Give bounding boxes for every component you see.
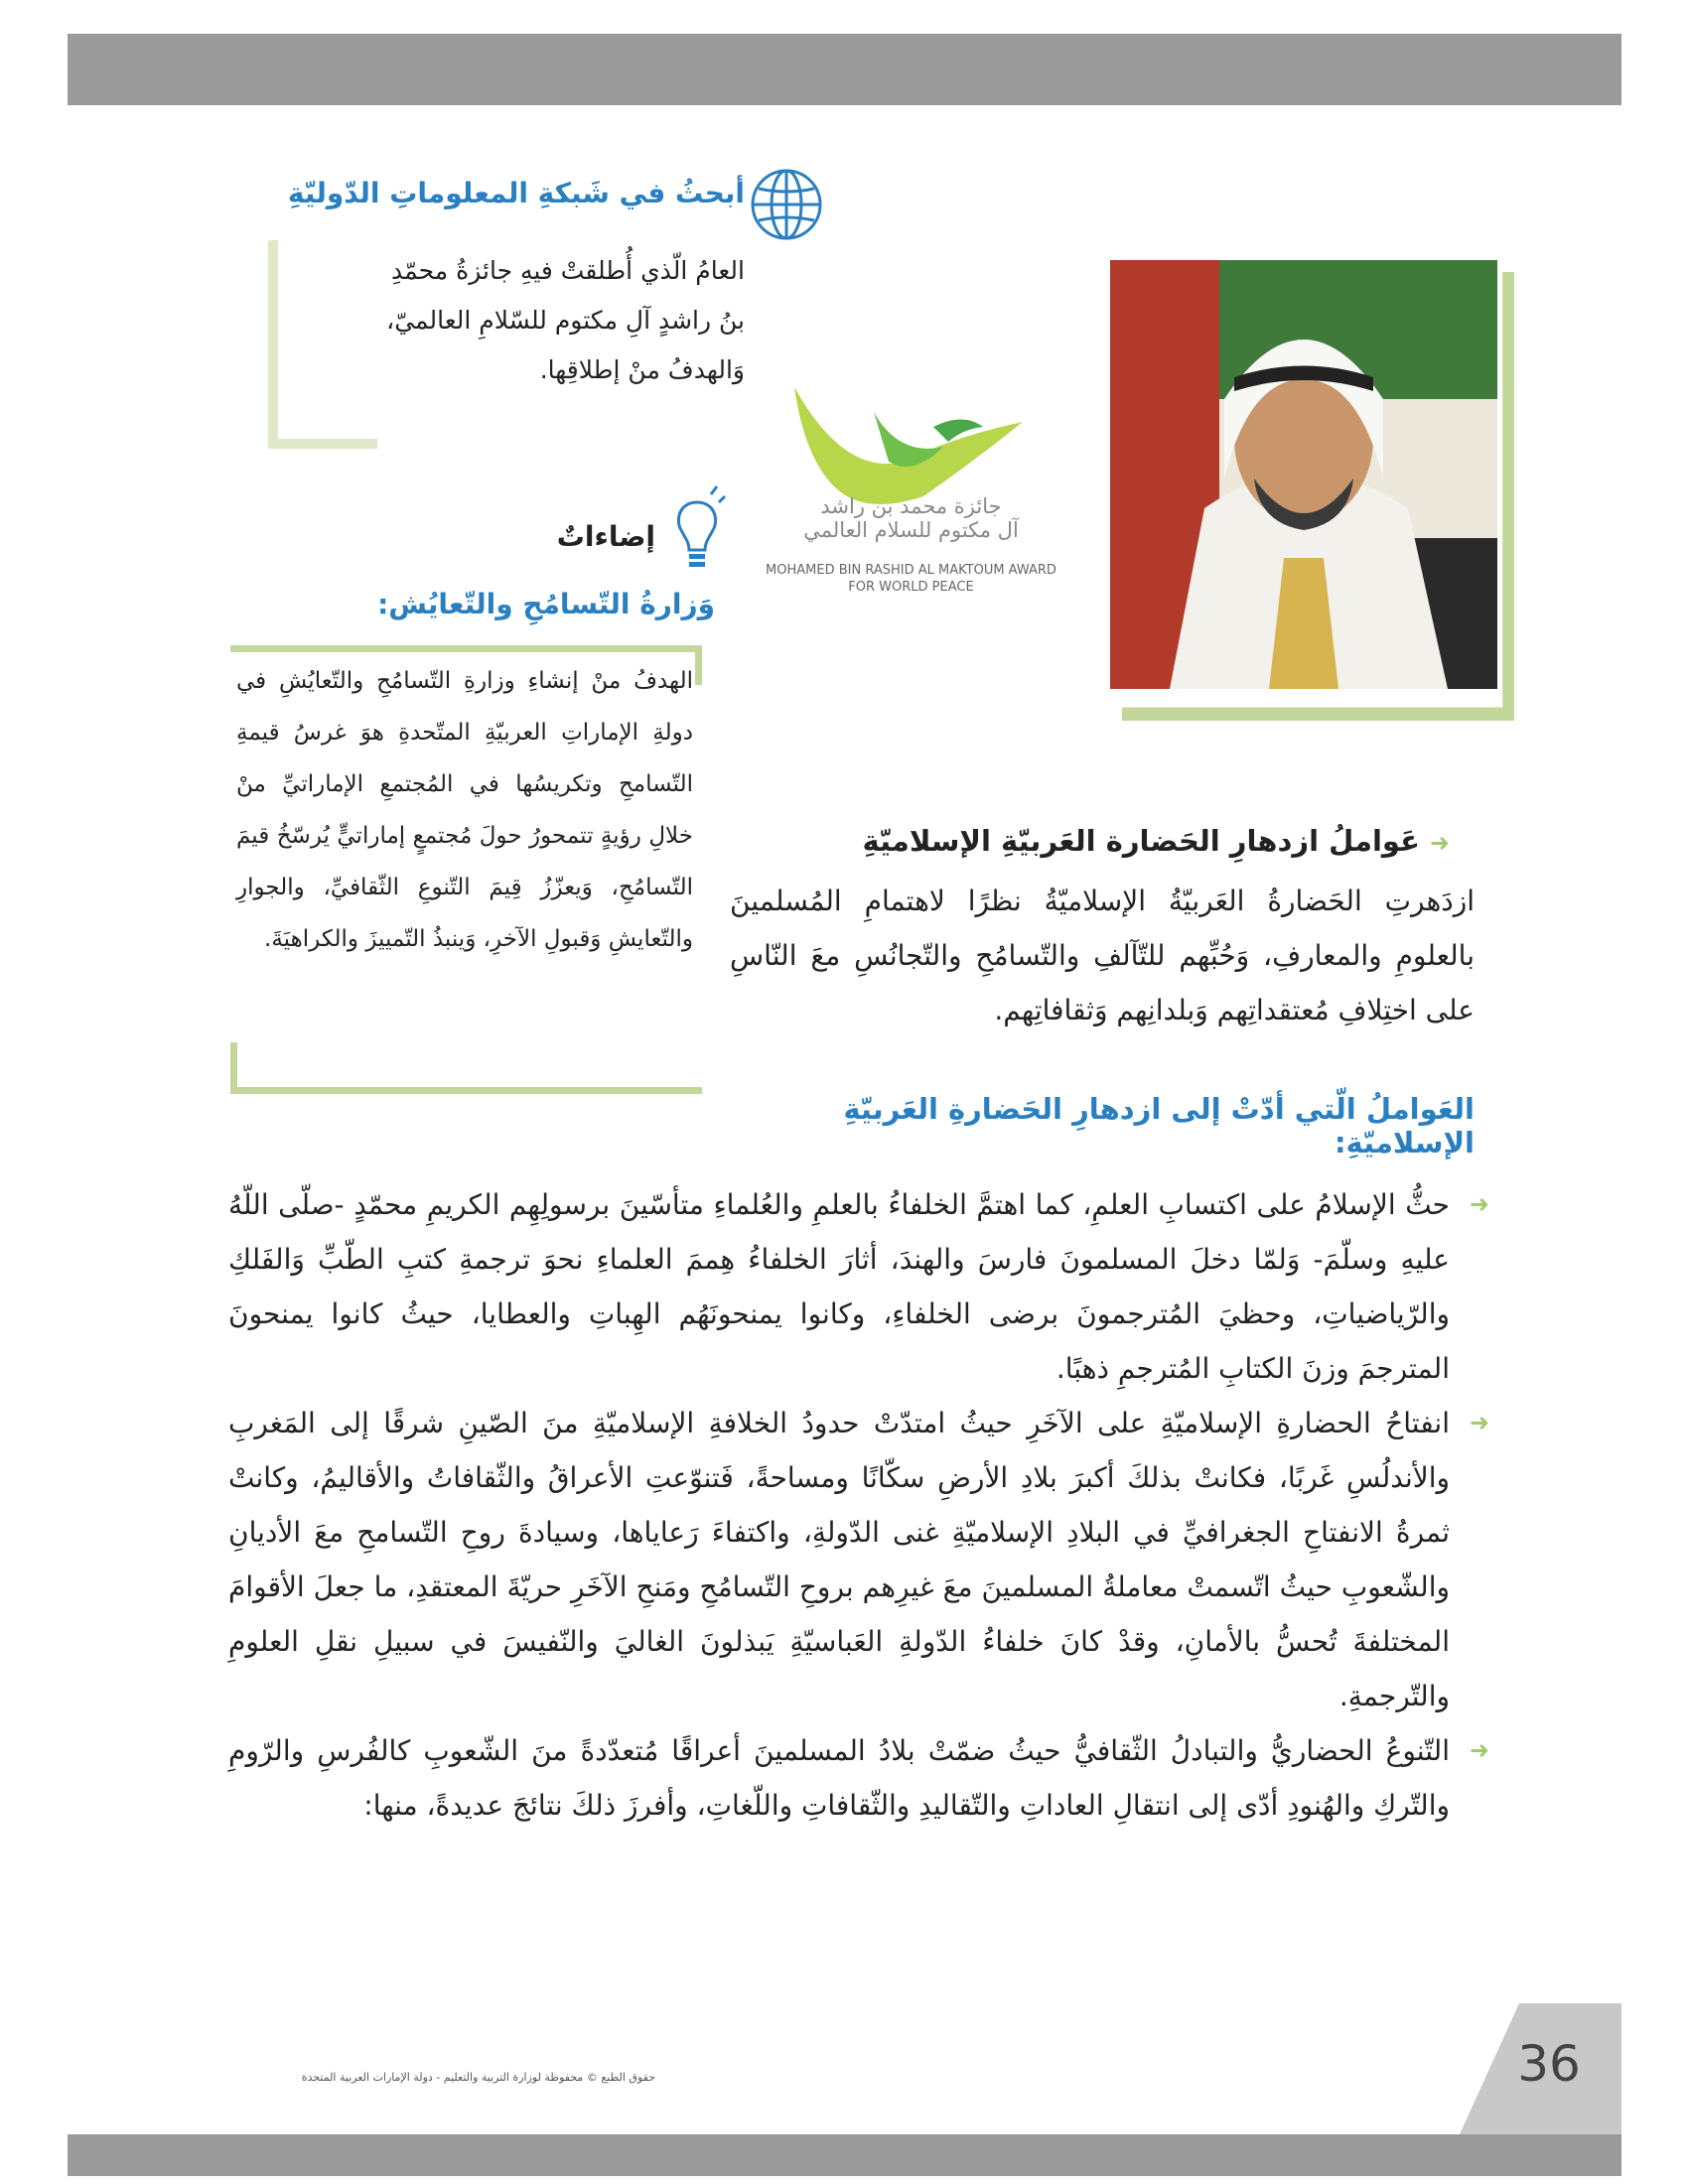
copyright-notice: حقوق الطبع © محفوظة لوزارة التربية والتعليم - دولة الإمارات العربية المتحدة xyxy=(301,2071,655,2084)
ministry-text: الهدفُ منْ إنشاءِ وزارةِ التّسامُحِ والتّعايُشِ في دولةِ الإماراتِ العربيّةِ المتّحدةِ هوَ غرسُ قيمةِ التّسامحِ وتكريسُها في المُجتمعِ الإماراتيِّ منْ خلالِ رؤيةٍ تتمحورُ حولَ مُجتمعٍ إماراتيٍّ يُرسّخُ قيمَ التّسامُحِ، وَيعزّزُ قِيمَ التّنوعِ الثّقافيِّ، والجوارِ والتّعايشِ وَقبولِ الآخرِ، وَينبذُ التّمييزَ والكراهيَةَ. xyxy=(236,668,693,952)
award-english-name xyxy=(735,562,1087,596)
section-heading xyxy=(755,824,1450,858)
list-item xyxy=(228,1396,1489,1723)
highlights-title: إضاءاتٌ xyxy=(556,520,655,553)
research-text xyxy=(298,246,745,395)
ministry-title: وَزارةُ التّسامُحِ والتّعايُش: xyxy=(377,588,715,620)
arrow-icon: ➜ xyxy=(1469,1409,1489,1436)
award-english-line: FOR WORLD PEACE xyxy=(848,580,974,595)
portrait-photo xyxy=(1110,260,1497,689)
award-arabic-line: جائزة محمد بن راشد xyxy=(820,494,1002,518)
causes-heading: العَواملُ الّتي أدّتْ إلى ازدهارِ الحَضارةِ العَربيّةِ الإسلاميّةِ: xyxy=(843,1092,1475,1160)
bottom-bar xyxy=(68,2134,1621,2176)
top-bar xyxy=(68,34,1621,105)
arrow-icon: ➜ xyxy=(1429,829,1450,857)
research-line: بنُ راشدٍ آلِ مكتوم للسّلامِ العالميّ، xyxy=(386,306,745,335)
list-item xyxy=(228,1177,1489,1396)
award-arabic-line: آل مكتوم للسلام العالمي xyxy=(803,518,1019,542)
section-heading-text: عَواملُ ازدهارِ الحَضارة العَربيّةِ الإسلاميّةِ xyxy=(862,824,1420,858)
list-item-text: انفتاحُ الحضارةِ الإسلاميّةِ على الآخَرِ حيثُ امتدّتْ حدودُ الخلافةِ الإسلاميّةِ منَ الصّينِ شرقًا إلى المَغربِ والأندلُسِ غَربًا، فكانتْ بذلكَ أكبرَ بلادِ الأرضِ سكّانًا ومساحةً، فَتنوّعتِ الأعراقُ والثّقافاتُ والأقاليمُ، وكانتْ ثمرةُ الانفتاحِ الجغرافيِّ في البلادِ الإسلاميّةِ غنى الدّولةِ، واكتفاءَ رَعاياها، وسيادةَ روحِ التّسامحِ معَ الأديانِ والشّعوبِ حيثُ اتّسمتْ معاملةُ المسلمينَ معَ غيرِهم بروحِ التّسامُحِ ومَنحِ الآخَرِ حريّةَ المعتقدِ، ما جعلَ الأقوامَ المختلفةَ تُحسُّ بالأمانِ، وقدْ كانَ خلفاءُ الدّولةِ العَباسيّةِ يَبذلونَ الغاليَ والنّفيسَ في سبيلِ نقلِ العلومِ والتّرجمةِ. xyxy=(228,1407,1450,1712)
list-item-text: حثُّ الإسلامُ على اكتسابِ العلمِ، كما اهتمَّ الخلفاءُ بالعلمِ والعُلماءِ متأسّينَ برسولِهِم الكريمِ محمّدٍ -صلّى اللّهُ عليهِ وسلّمَ- وَلمّا دخلَ المسلمونَ فارسَ والهندَ، أثارَ الخلفاءُ هِممَ العلماءِ نحوَ ترجمةِ كتبِ الطّبِّ وَالفَلكِ والرّياضياتِ، وحظيَ المُترجمونَ برضى الخلفاءِ، وكانوا يمنحونَهُم الهِباتِ والعطايا، حيثُ كانوا يمنحونَ المترجمَ وزنَ الكتابِ المُترجمِ ذهبًا. xyxy=(228,1188,1450,1385)
arrow-icon: ➜ xyxy=(1469,1190,1489,1218)
list-item-text: التّنوعُ الحضاريُّ والتبادلُ الثّقافيُّ حيثُ ضمّتْ بلادُ المسلمينَ أعراقًا مُتعدّدةً منَ الشّعوبِ كالفُرسِ والرّومِ والتّركِ والهُنودِ أدّى إلى انتقالِ العاداتِ والتّقاليدِ والثّقافاتِ واللّغاتِ، وأفرزَ ذلكَ نتائجَ عديدةً، منها: xyxy=(228,1734,1450,1822)
page-number: 36 xyxy=(1517,2035,1581,2093)
globe-icon xyxy=(747,165,826,244)
research-title: أبحثُ في شَبكةِ المعلوماتِ الدّوليّةِ xyxy=(287,177,745,209)
intro-paragraph: ازدَهرتِ الحَضارةُ العَربيّةُ الإسلاميّةُ نظرًا لاهتمامِ المُسلمينَ بالعلومِ والمعارفِ، وَحُبِّهم للتّآلفِ والتّسامُحِ والتّجانُسِ معَ النّاسِ على اختِلافِ مُعتقداتِهم وَبلدانِهم وَثقافاتِهم. xyxy=(730,885,1475,1026)
arrow-icon: ➜ xyxy=(1469,1736,1489,1764)
causes-list xyxy=(228,1177,1489,1833)
lightbulb-icon xyxy=(667,484,727,576)
list-item xyxy=(228,1723,1489,1833)
portrait-illustration xyxy=(1110,260,1497,689)
award-english-line: MOHAMED BIN RASHID AL MAKTOUM AWARD xyxy=(766,563,1056,578)
award-arabic-name xyxy=(735,494,1087,542)
research-line: العامُ الّذي أُطلقتْ فيهِ جائزةُ محمّدِ xyxy=(391,256,745,285)
research-line: وَالهدفُ منْ إطلاقِها. xyxy=(539,355,745,384)
